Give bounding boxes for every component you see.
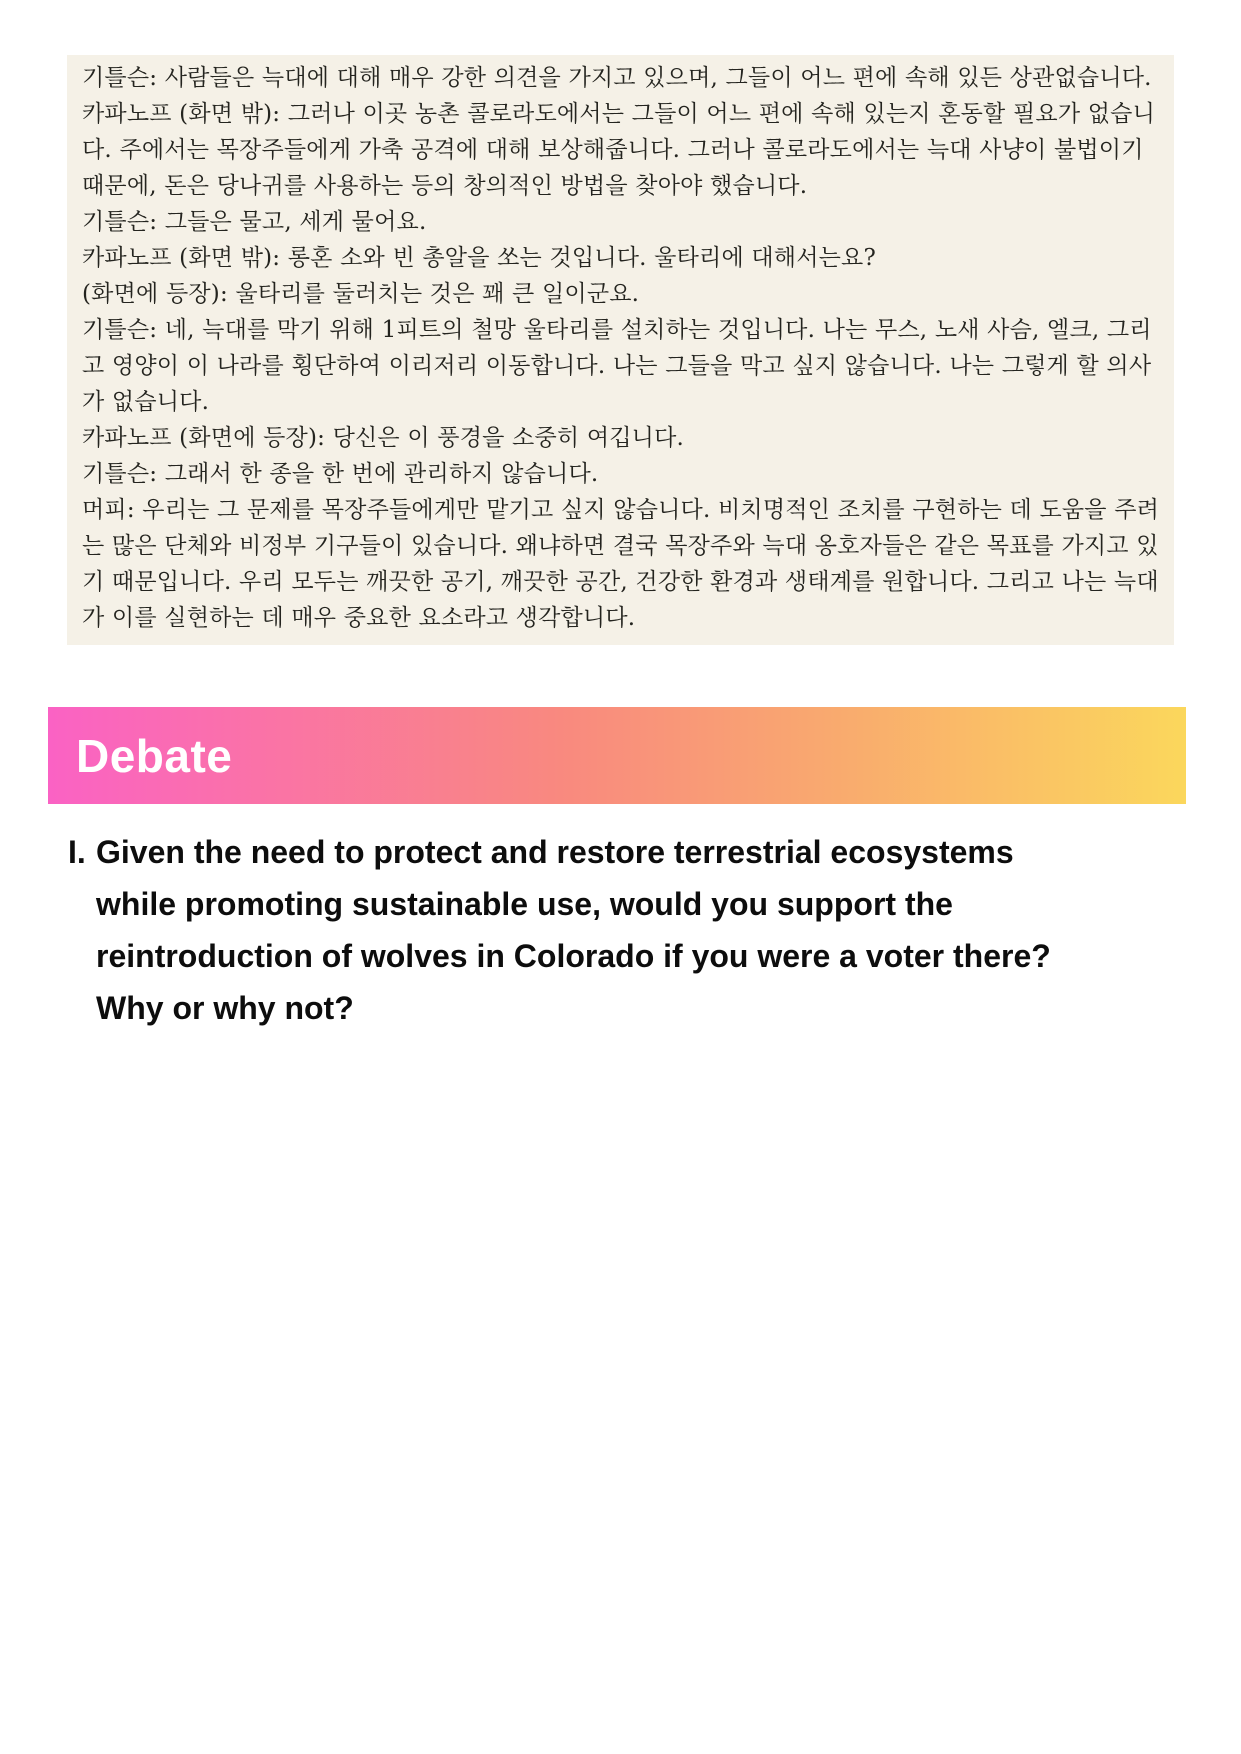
question-text: Given the need to protect and restore terrestrial ecosystems while promoting sustainable use, would you support the reintroduction of wolves in Colorado if you were a voter there? Why or why not? xyxy=(96,834,1051,1026)
section-title: Debate xyxy=(76,729,233,782)
question-number: I. xyxy=(68,834,86,870)
transcript-paragraph: 기틀슨: 사람들은 늑대에 대해 매우 강한 의견을 가지고 있으며, 그들이 어느 편에 속해 있든 상관없습니다. xyxy=(82,65,1152,91)
transcript-paragraph: 카파노프 (화면에 등장): 당신은 이 풍경을 소중히 여깁니다. xyxy=(82,425,684,451)
transcript-paragraph: 기틀슨: 네, 늑대를 막기 위해 1피트의 철망 울타리를 설치하는 것입니다. 나는 무스, 노새 사슴, 엘크, 그리고 영양이 이 나라를 횡단하여 이리저리 이동합니다. 나는 그들을 막고 싶지 않습니다. 나는 그렇게 할 의사가 없습니다. xyxy=(82,317,1152,415)
transcript-box xyxy=(67,55,1174,645)
debate-section-banner xyxy=(48,707,1186,804)
transcript-paragraph: 머피: 우리는 그 문제를 목장주들에게만 맡기고 싶지 않습니다. 비치명적인 조치를 구현하는 데 도움을 주려는 많은 단체와 비정부 기구들이 있습니다. 왜냐하면 결국 목장주와 늑대 옹호자들은 같은 목표를 가지고 있기 때문입니다. 우리 모두는 깨끗한 공기, 깨끗한 공간, 건강한 환경과 생태계를 원합니다. 그리고 나는 늑대가 이를 실현하는 데 매우 중요한 요소라고 생각합니다. xyxy=(82,497,1160,631)
transcript-paragraph: 기틀슨: 그래서 한 종을 한 번에 관리하지 않습니다. xyxy=(82,461,599,487)
transcript-paragraph: 카파노프 (화면 밖): 그러나 이곳 농촌 콜로라도에서는 그들이 어느 편에 속해 있는지 혼동할 필요가 없습니다. 주에서는 목장주들에게 가축 공격에 대해 보상해줍니다. 그러나 콜로라도에서는 늑대 사냥이 불법이기 때문에, 돈은 당나귀를 사용하는 등의 창의적인 방법을 찾아야 했습니다. xyxy=(82,101,1156,199)
debate-question-item xyxy=(68,826,1088,1034)
transcript-paragraph: (화면에 등장): 울타리를 둘러치는 것은 꽤 큰 일이군요. xyxy=(82,281,640,307)
transcript-paragraph: 카파노프 (화면 밖): 롱혼 소와 빈 총알을 쏘는 것입니다. 울타리에 대해서는요? xyxy=(82,245,876,271)
transcript-paragraph: 기틀슨: 그들은 물고, 세게 물어요. xyxy=(82,209,427,235)
